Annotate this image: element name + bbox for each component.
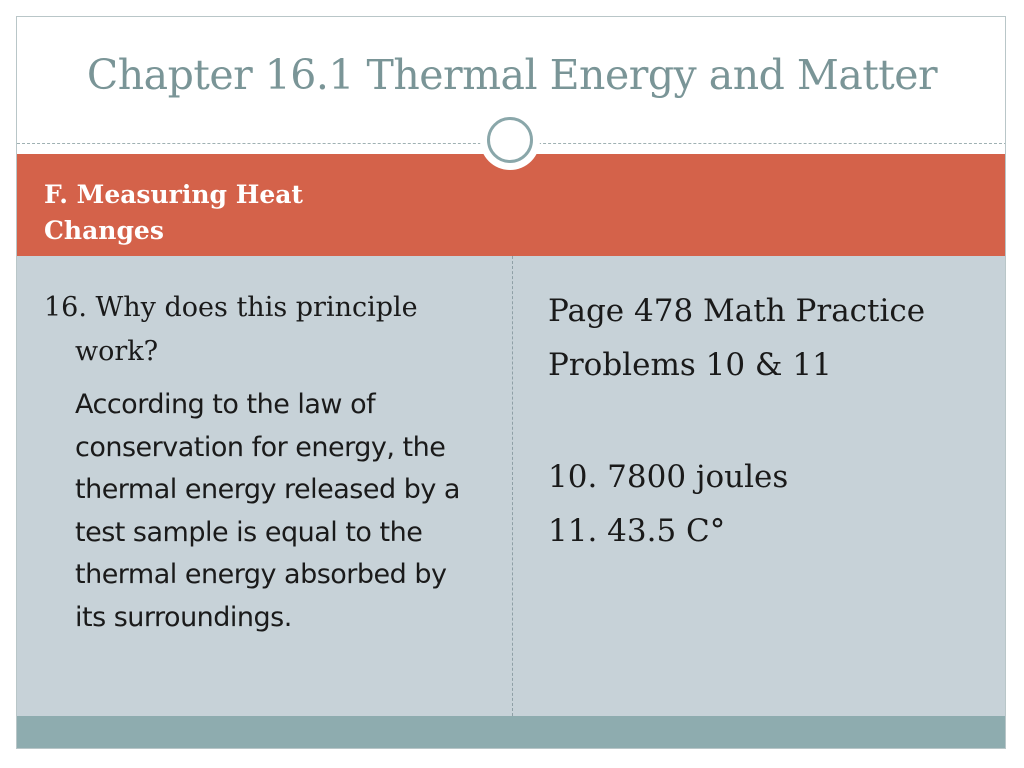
slide-subtitle: F. Measuring Heat Changes xyxy=(44,180,303,245)
ring-ornament xyxy=(480,110,540,170)
right-column xyxy=(548,284,988,558)
answer-text: According to the law of conservation for energy, the thermal energy released by a test sample is equal to the thermal energy absorbed by its surroundings. xyxy=(75,389,460,633)
content-area xyxy=(17,256,1006,716)
circle-ring-icon xyxy=(487,117,533,163)
left-column xyxy=(44,286,484,639)
answer-10: 10. 7800 joules xyxy=(548,459,789,495)
column-divider xyxy=(512,256,513,716)
slide-title: Chapter 16.1 Thermal Energy and Matter xyxy=(86,51,938,99)
question-text: 16. Why does this principle work? xyxy=(44,292,418,367)
spacer xyxy=(548,392,988,450)
answer-11: 11. 43.5 C° xyxy=(548,513,726,549)
footer-band xyxy=(17,716,1006,749)
practice-line-2: Problems 10 & 11 xyxy=(548,347,832,383)
slide xyxy=(16,16,1006,749)
practice-line-1: Page 478 Math Practice xyxy=(548,293,926,329)
